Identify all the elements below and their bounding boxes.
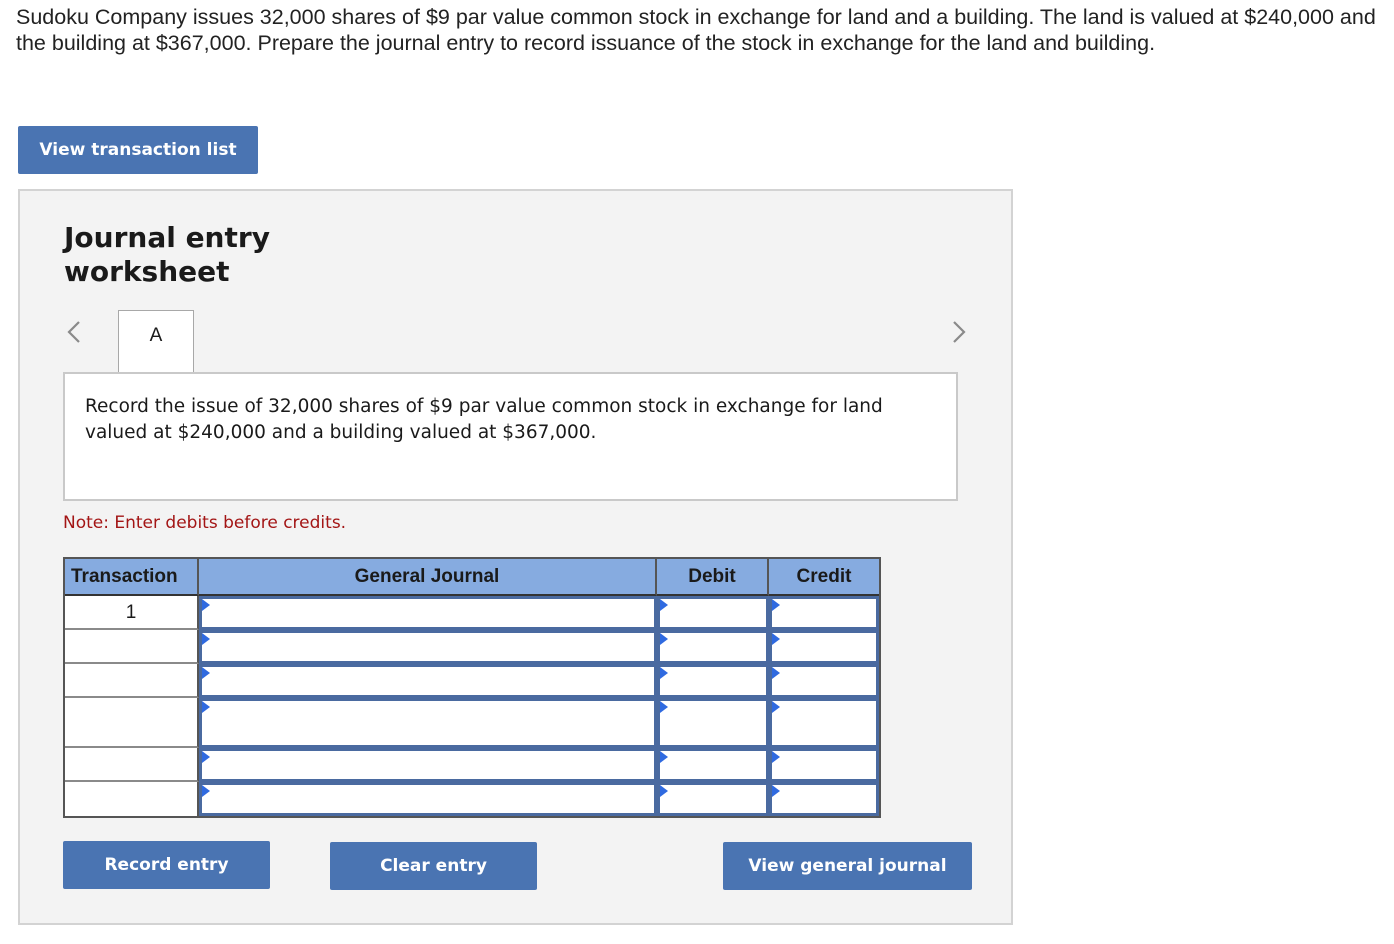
account-input[interactable]: [202, 701, 654, 745]
journal-table: [63, 557, 881, 818]
column-header-general-journal: General Journal: [199, 559, 657, 596]
chevron-left-icon[interactable]: [60, 317, 88, 347]
transaction-number-cell: 1: [65, 596, 199, 630]
credit-field[interactable]: [769, 698, 879, 748]
column-header-transaction: Transaction: [65, 559, 199, 596]
credit-field[interactable]: [769, 664, 879, 698]
view-general-journal-button[interactable]: View general journal: [723, 842, 972, 890]
debit-field[interactable]: [657, 596, 769, 630]
debit-field[interactable]: [657, 698, 769, 748]
debit-input[interactable]: [660, 633, 766, 661]
clear-entry-button[interactable]: Clear entry: [330, 842, 537, 890]
dropdown-triangle-icon: [202, 633, 210, 645]
credit-input[interactable]: [772, 751, 876, 779]
debit-input[interactable]: [660, 751, 766, 779]
credit-input[interactable]: [772, 633, 876, 661]
dropdown-triangle-icon: [660, 633, 668, 645]
debit-field[interactable]: [657, 630, 769, 664]
dropdown-triangle-icon: [772, 667, 780, 679]
journal-entry-panel: [18, 189, 1013, 925]
dropdown-triangle-icon: [202, 599, 210, 611]
account-field[interactable]: [199, 596, 657, 630]
account-field[interactable]: [199, 782, 657, 816]
credit-field[interactable]: [769, 630, 879, 664]
account-field[interactable]: [199, 630, 657, 664]
record-entry-button[interactable]: Record entry: [63, 841, 270, 889]
account-field[interactable]: [199, 748, 657, 782]
debit-input[interactable]: [660, 667, 766, 695]
question-text: Sudoku Company issues 32,000 shares of $9 par value common stock in exchange for land and a building. The land is valued at $240,000 and the building at $367,000. Prepare the journal entry to record issuance of the stock in exchange for the land and building.: [16, 5, 1376, 55]
transaction-number-cell: [65, 748, 199, 782]
chevron-right-icon[interactable]: [945, 317, 973, 347]
dropdown-triangle-icon: [772, 785, 780, 797]
dropdown-triangle-icon: [660, 751, 668, 763]
account-field[interactable]: [199, 664, 657, 698]
dropdown-triangle-icon: [202, 667, 210, 679]
dropdown-triangle-icon: [660, 599, 668, 611]
view-transaction-list-button[interactable]: View transaction list: [18, 126, 258, 174]
dropdown-triangle-icon: [660, 701, 668, 713]
debit-field[interactable]: [657, 748, 769, 782]
account-input[interactable]: [202, 599, 654, 627]
worksheet-title: Journal entry worksheet: [64, 221, 270, 288]
column-header-credit: Credit: [769, 559, 879, 596]
dropdown-triangle-icon: [202, 785, 210, 797]
credit-field[interactable]: [769, 782, 879, 816]
credit-input[interactable]: [772, 667, 876, 695]
transaction-description: Record the issue of 32,000 shares of $9 par value common stock in exchange for land valued at $240,000 and a building valued at $367,000.: [85, 396, 883, 443]
account-input[interactable]: [202, 751, 654, 779]
dropdown-triangle-icon: [660, 667, 668, 679]
debit-input[interactable]: [660, 785, 766, 813]
credit-input[interactable]: [772, 785, 876, 813]
transaction-number-cell: [65, 664, 199, 698]
transaction-number-cell: [65, 782, 199, 816]
dropdown-triangle-icon: [202, 751, 210, 763]
debit-input[interactable]: [660, 599, 766, 627]
column-header-debit: Debit: [657, 559, 769, 596]
tab-a[interactable]: A: [118, 310, 194, 374]
account-input[interactable]: [202, 785, 654, 813]
account-field[interactable]: [199, 698, 657, 748]
dropdown-triangle-icon: [202, 701, 210, 713]
debit-field[interactable]: [657, 664, 769, 698]
debit-input[interactable]: [660, 701, 766, 745]
credit-field[interactable]: [769, 596, 879, 630]
dropdown-triangle-icon: [772, 751, 780, 763]
account-input[interactable]: [202, 667, 654, 695]
account-input[interactable]: [202, 633, 654, 661]
transaction-number-cell: [65, 698, 199, 748]
dropdown-triangle-icon: [660, 785, 668, 797]
dropdown-triangle-icon: [772, 599, 780, 611]
dropdown-triangle-icon: [772, 701, 780, 713]
credit-input[interactable]: [772, 599, 876, 627]
transaction-number-cell: [65, 630, 199, 664]
transaction-description-box: [63, 372, 958, 501]
credit-input[interactable]: [772, 701, 876, 745]
credit-field[interactable]: [769, 748, 879, 782]
dropdown-triangle-icon: [772, 633, 780, 645]
debit-field[interactable]: [657, 782, 769, 816]
debit-credit-note: Note: Enter debits before credits.: [63, 513, 347, 533]
